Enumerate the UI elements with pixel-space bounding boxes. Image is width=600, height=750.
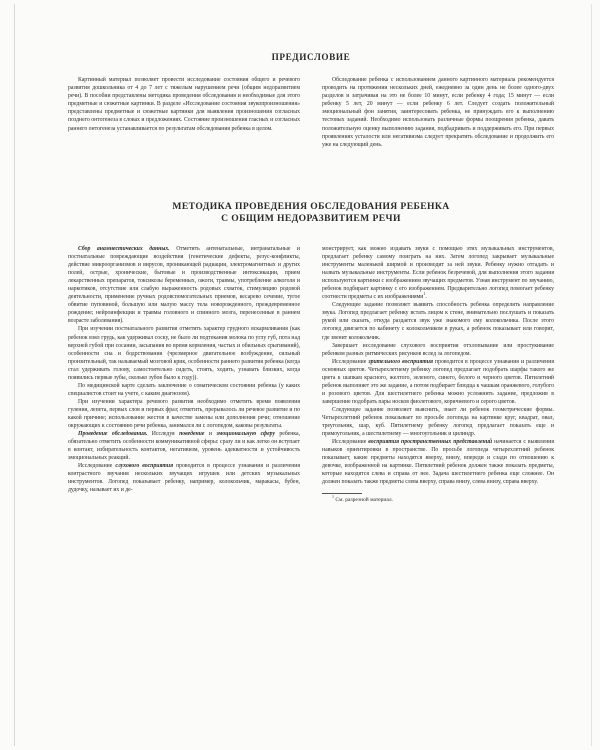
emotional-sphere-term: эмоциональную сферу (216, 431, 275, 438)
preface-paragraph: Обследование ребенка с использованием данного картинного материала рекомендуется проводить на протяжении нескольких дней, ежедневно за один день не более одного-двух разделов и затрачивая на это не более 10 минут, если ребенку 4 года; 15 минут — если ребенку 5 лет, 20 минут — если ребенку 6 лет. Следует создать положительный эмоциональный фон занятия, заинтересовать ребенка, не принуждать его к выполнению тестовых заданий. Необходимо использовать различные формы поощрения ребенка, давать положительную оценку выполнению задания, подбадривать и поддерживать его. При первых проявлениях усталости или негативизма следует прекратить обследование и продолжить его уже на следующий день. (322, 77, 554, 148)
auditory-text-c: проводится в процессе узнавания и различения контрастного звучания нескольких звучащих игрушек или детских музыкальных инструментов. Логопед показывает ребенку, например, колокольчик, маракасы, бубен, дудочку, называет их и де- (68, 463, 300, 494)
auditory-paragraph (68, 462, 300, 494)
rhythm-paragraph: Завершает исследование слухового восприятия отхлопывание или простукивание ребенком разных ритмических рисунков вслед за логопедом. (322, 342, 554, 357)
preface-right-column (322, 76, 554, 189)
examination-text-d: ребенка, обязательно отметить особенности коммуникативной сферы: сразу ли и как легко он вступает в контакт, избирательность контактов, негативизм, уровень адекватности и устойчивость эмоциональных реакций. (68, 431, 301, 462)
anamnesis-text: Отметить антенатальные, интранатальные и постнатальные повреждающие воздействия (генетические дефекты, резус-конфликты, действие микроорганизмов и вирусов, проникающей радиации, электромагнитных и других полей, острые, хронические, бытовые и производственные интоксикации, прием лекарственных препаратов, токсикозы беременных, ожоги, травмы, употребление алкоголя и наркотиков, отсутствие или слабую выраженность родовых схваток, стимуляцию родовой деятельности, применение ручных родовспомогательных приемов, кесарево сечение, тугое обвитие пуповиной, большую или малую массу тела новорожденного, преждевременное рождение; нейроинфекции и травмы головного и спинного мозга, перенесенные в раннем возрасте заболевания). (68, 246, 300, 325)
medical-card-paragraph: По медицинской карте сделать заключение о соматическом состоянии ребенка (у каких специалистов стоит на учете, с каким диагнозом). (68, 382, 300, 397)
preface-left-column (68, 76, 300, 189)
postnatal-paragraph: При изучении постнатального развития отметить характер грудного вскармливания (как ребенок взял грудь, как удерживал соску, не было ли подтекания молока по углу губ, пота над верхней губой при сосании, засыпания во время кормления, частых и обильных срыгиваний), особенности сна и бодрствования (чрезмерное двигательное возбуждение, сильный пронзительный, так называемый мозговой крик, особенности раннего развития ребенка (когда стал удерживать голову, самостоятельно сидеть, стоять, ходить, узнавать близких, когда появились первые зубы, сколько зубов было к году)). (68, 326, 300, 381)
spatial-text-a: Исследование (332, 439, 369, 446)
preface-columns (68, 76, 554, 189)
speech-development-paragraph: При изучении характера речевого развития необходимо отметить время появления гуления, лепета, первых слов и первых фраз; отметить, прерывалось ли речевое развитие и по какой причине; использование жестов в качестве замены или дополнения речи; отношение окружающих к состоянию речи ребенка, занимался ли с логопедом, каковы результаты. (68, 398, 300, 430)
examination-text-a: Исследуя (147, 431, 180, 438)
method-right-column (322, 245, 554, 619)
examination-paragraph (68, 430, 300, 462)
visual-text-c: проводится в процессе узнавания и различения основных цветов. Четырехлетнему ребенку логопед предлагает подобрать шарфы такого же цвета к шапкам красного, желтого, зеленого, синего, белого и черного цветов. Пятилетний ребенок выполняет это же задание, а потом подбирает блюдца к чашкам оранжевого, голубого и розового цветов. Для шестилетнего ребенка можно усложнить задание, предложив в завершение подобрать пары носков фиолетового, коричневого и серого цветов. (322, 358, 554, 405)
preface-paragraph: Картинный материал позволяет провести исследование состояния общего и речевого развития дошкольника от 4 до 7 лет с тяжелым нарушением речи (общим недоразвитием речи). В пособии представлены методика проведения обследования и необходимые для этого предметные и сюжетные картинки. В разделе «Исследование состояния звукопроизношения» представлены предметные и сюжетные картинки для выявления произношения согласных позднего онтогенеза в словах и предложениях. Состояние произношения гласных и согласных раннего онтогенеза устанавливается по результатам обследования ребенка в целом. (68, 77, 300, 132)
footnote-divider (322, 493, 362, 494)
method-columns (68, 245, 554, 619)
sound-direction-paragraph: Следующее задание позволяет выявить способность ребенка определять направление звука. Логопед предлагает ребенку встать лицом к стене, внимательно послушать и показать рукой или сказать, откуда раздается звук уже знакомого ему колокольчика. После этого логопед двигается по кабинету с колокольчиком в руках, а ребенок показывает или говорит, где звенит колокольчик. (322, 302, 554, 341)
instruments-text: монстрирует, как можно издавать звуки с помощью этих музыкальных инструментов, предлагает ребенку самому поиграть на них. Затем логопед закрывает музыкальные инструменты маленькой ширмой и производит за ней звуки. Ребенку нужно отгадать и назвать музыкальные инструменты. Если ребенок безречевой, для выполнения этого задания используются картинки с изображением звучащих предметов. Узнав инструмент по звучанию, ребенок подбирает картинку с его изображением. Предварительно логопед помогает ребенку соотнести предметы с их изображениями (322, 246, 554, 301)
method-title-line-2: С ОБЩИМ НЕДОРАЗВИТИЕМ РЕЧИ (221, 213, 401, 224)
auditory-text-a: Исследование (78, 463, 116, 470)
examination-heading: Проведение обследования. (78, 431, 148, 438)
document-page (68, 52, 554, 619)
footnote (322, 494, 554, 504)
footnote-mark: 1 (332, 494, 334, 500)
anamnesis-paragraph (68, 245, 300, 325)
shapes-paragraph: Следующее задание позволяет выяснить, знает ли ребенок геометрические формы. Четырехлетний ребенок показывает по просьбе логопеда на картинке круг, квадрат, овал, треугольник, шар, куб. Пятилетнему ребенку логопед предлагает показать еще и прямоугольник, а шестилетнему — многоугольник и цилиндр. (322, 406, 554, 438)
method-title-line-1: МЕТОДИКА ПРОВЕДЕНИЯ ОБСЛЕДОВАНИЯ РЕБЕНКА (172, 201, 450, 212)
method-left-column (68, 245, 300, 619)
instruments-paragraph (322, 245, 554, 301)
footnote-reference: 1 (423, 291, 426, 297)
visual-text-a: Исследование (332, 358, 369, 365)
spatial-paragraph (322, 438, 554, 486)
examination-text-c: и (204, 431, 217, 438)
auditory-term: слухового восприятия (115, 463, 174, 470)
anamnesis-heading: Сбор анамнестических данных. (78, 246, 170, 252)
visual-paragraph (322, 358, 554, 406)
spatial-term: восприятия пространственных представлений (368, 439, 493, 446)
spatial-text-c: начинается с выявления навыков ориентировки в пространстве. По просьбе логопеда четырехлетний ребенок показывает, какие предметы находятся вверху, внизу, впереди и сзади по отношению к девочке, изображенной на картинке. Пятилетний ребенок должен также показать предметы, которые находятся слева и справа от нее. Задача шестилетнего ребенка еще сложнее. Он должен показать также предметы слева вверху, справа внизу, слева внизу, справа вверху. (322, 439, 554, 486)
page-edge-line-right (591, 4, 592, 746)
page-edge-line (14, 4, 15, 746)
visual-term: зрительного восприятия (368, 358, 433, 365)
instruments-text-end: . (425, 294, 427, 301)
footnote-text: См. разрезной материал. (335, 497, 393, 504)
preface-title: ПРЕДИСЛОВИЕ (271, 52, 351, 62)
behavior-term: поведение (179, 431, 205, 438)
